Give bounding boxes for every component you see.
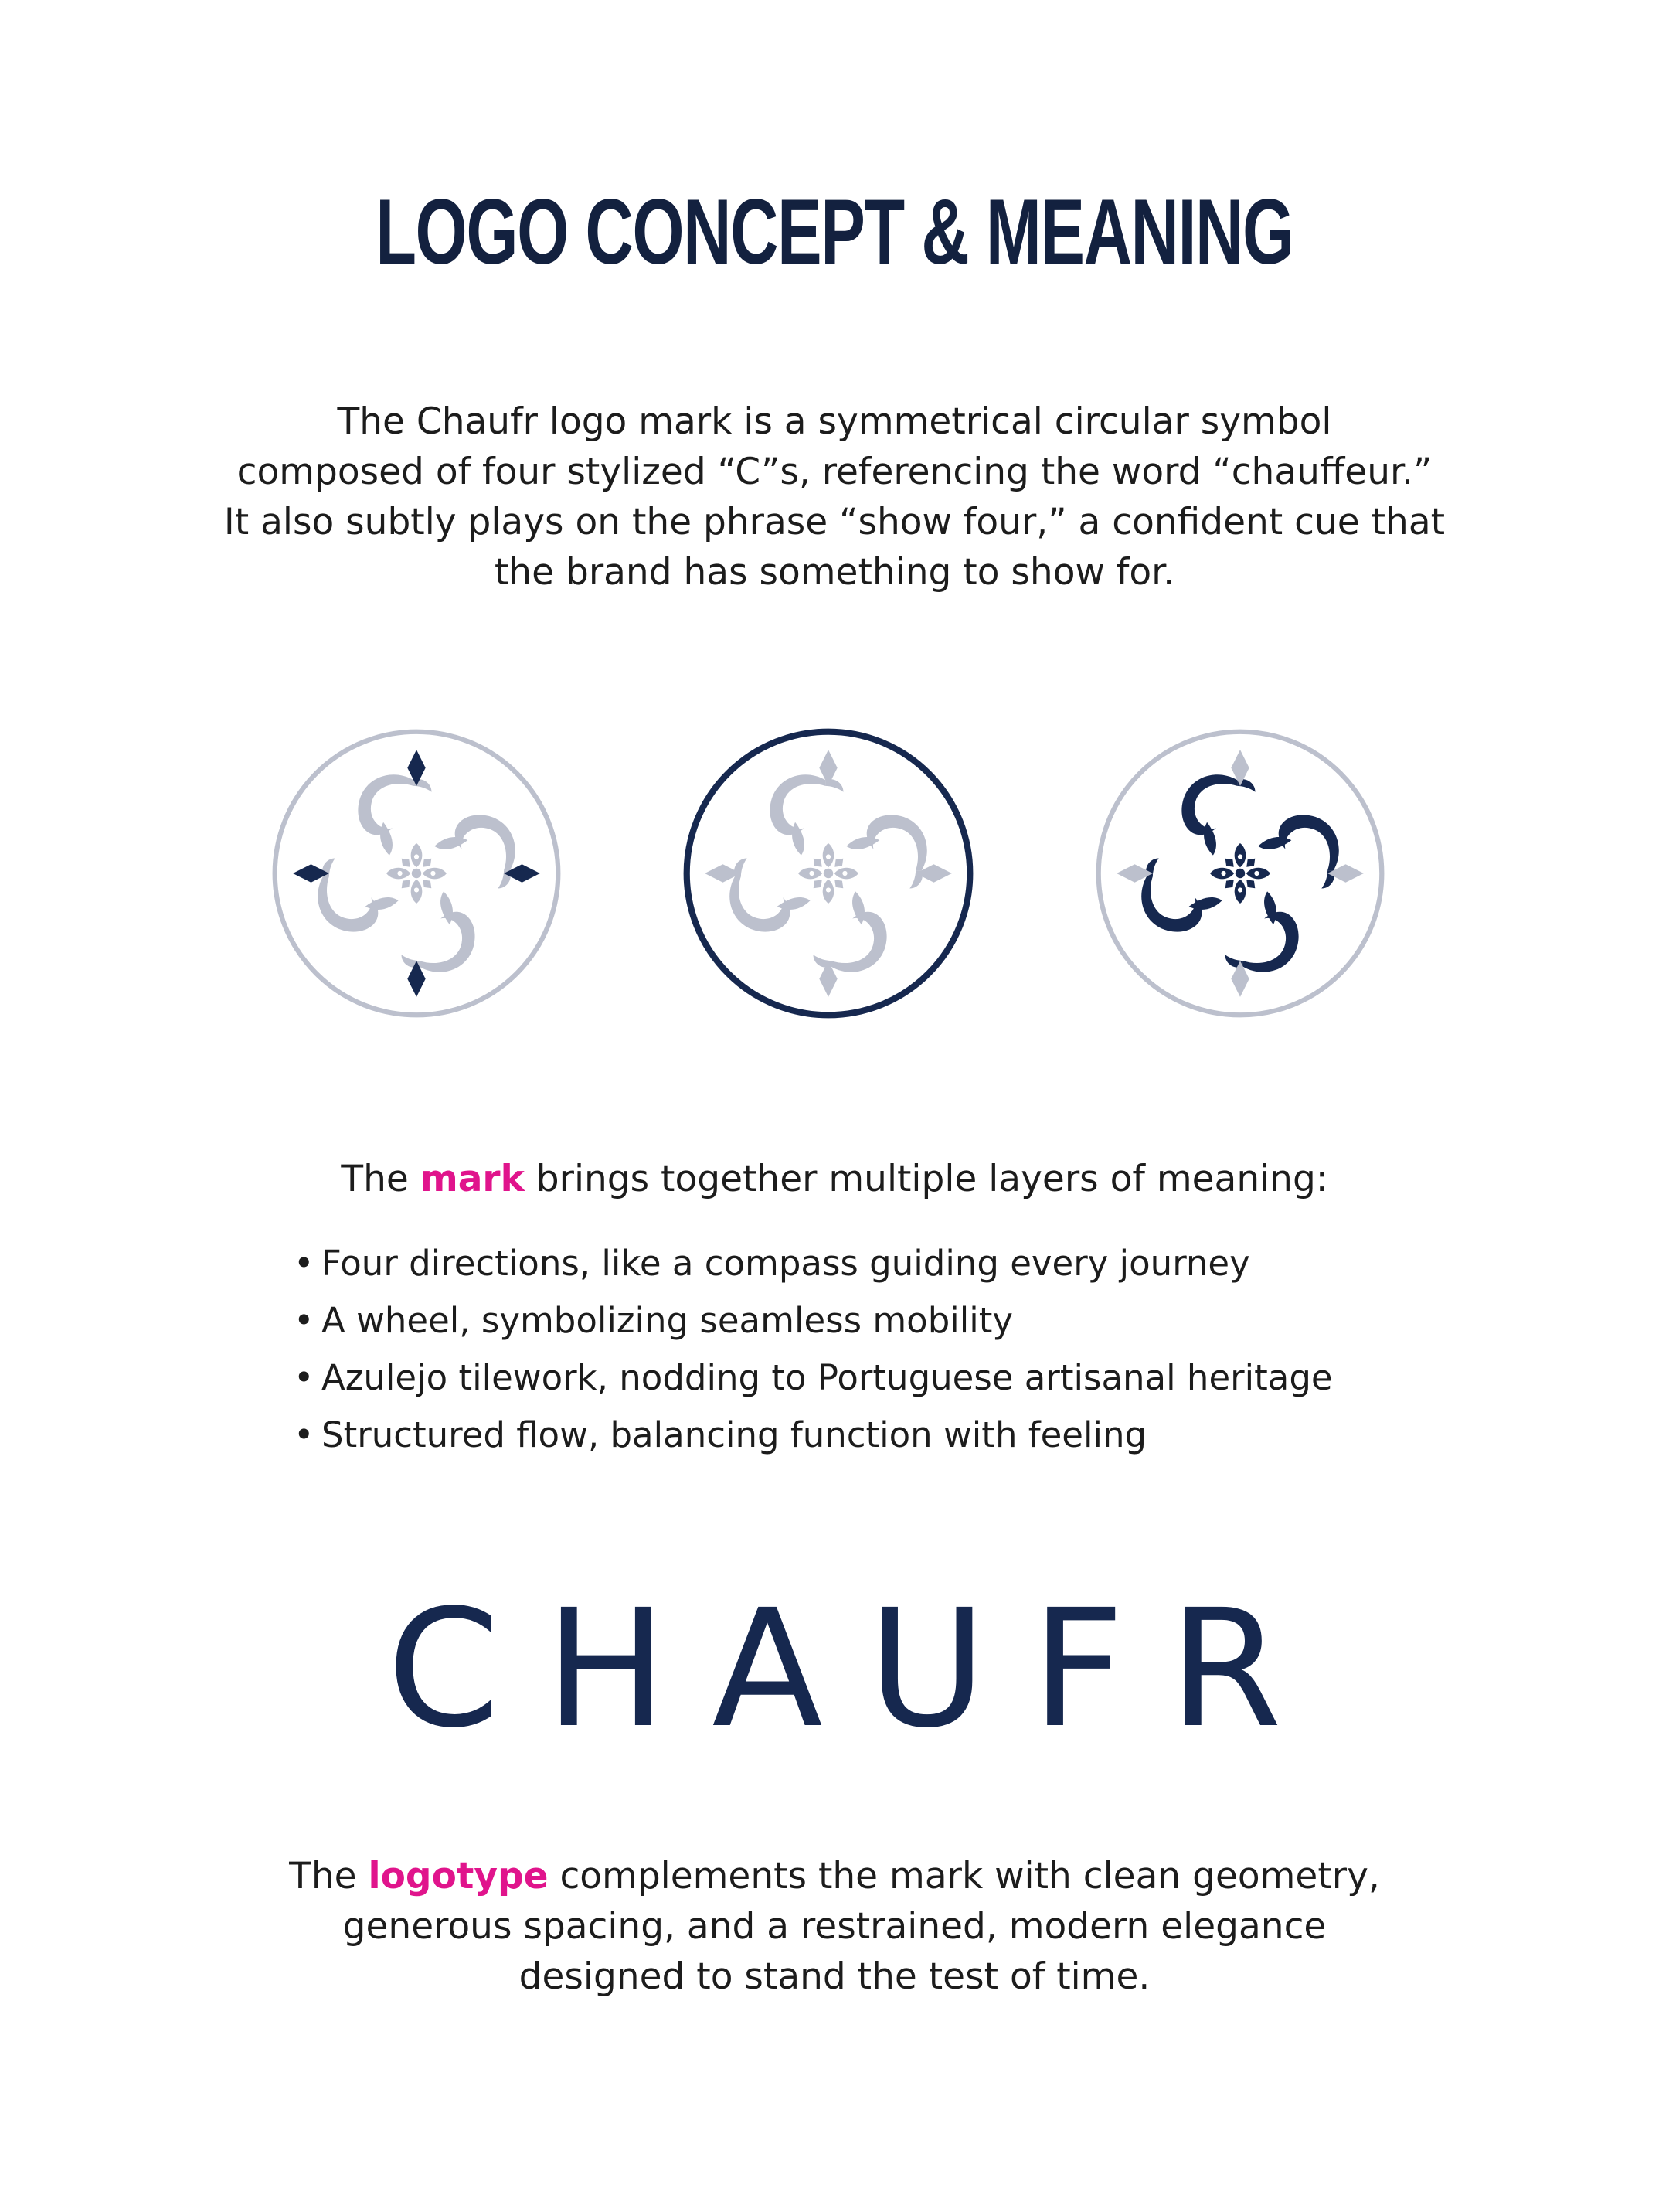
logo-mark-light xyxy=(266,723,567,1024)
mark-c-shape xyxy=(358,774,431,855)
mark-c-shape xyxy=(729,859,810,932)
outro-text: complements the mark with clean geometry, xyxy=(548,1855,1380,1897)
mark-c-shape xyxy=(1141,859,1222,932)
page-title: LOGO CONCEPT & MEANING xyxy=(376,180,1293,284)
meaning-heading xyxy=(0,1156,1669,1203)
bullet-icon: • xyxy=(294,1414,314,1455)
center-flower-icon xyxy=(386,843,447,904)
mark-c-shape xyxy=(434,815,515,888)
intro-line: composed of four stylized “C”s, referencing the word “chauffeur.” xyxy=(236,451,1433,493)
mark-c-shape xyxy=(318,859,398,932)
chaufr-mark-icon xyxy=(678,723,979,1024)
logo-mark-dark xyxy=(1089,723,1391,1024)
list-item-text: Azulejo tilework, nodding to Portuguese artisanal heritage xyxy=(321,1357,1333,1398)
meaning-heading-text: brings together multiple layers of meaning: xyxy=(524,1158,1328,1200)
bullet-icon: • xyxy=(294,1243,314,1284)
chaufr-mark-icon xyxy=(266,723,567,1024)
list-item-text: A wheel, symbolizing seamless mobility xyxy=(321,1300,1014,1341)
list-item-text: Four directions, like a compass guiding every journey xyxy=(321,1243,1250,1284)
center-flower-icon xyxy=(798,843,858,904)
outro-paragraph xyxy=(193,1851,1476,2002)
highlight-logotype: logotype xyxy=(368,1855,549,1897)
center-flower-icon xyxy=(1210,843,1270,904)
mark-c-shape xyxy=(402,891,475,972)
mark-c-shape xyxy=(770,774,843,855)
logo-mark-variants xyxy=(0,723,1669,1024)
outro-text: The xyxy=(289,1855,369,1897)
list-item xyxy=(294,1292,1333,1349)
outro-line: designed to stand the test of time. xyxy=(518,1955,1151,1998)
bullet-icon: • xyxy=(294,1357,314,1398)
intro-paragraph xyxy=(155,396,1514,597)
outro-line: generous spacing, and a restrained, modern elegance xyxy=(342,1905,1327,1948)
meaning-list xyxy=(294,1235,1333,1464)
outro-line xyxy=(193,1851,1476,1901)
intro-line: the brand has something to show for. xyxy=(494,551,1175,594)
highlight-mark: mark xyxy=(420,1158,525,1200)
chaufr-logotype: CHAUFR xyxy=(386,1574,1327,1764)
mark-c-shape xyxy=(1181,774,1255,855)
list-item xyxy=(294,1349,1333,1407)
list-item xyxy=(294,1235,1333,1292)
mark-c-shape xyxy=(1258,815,1338,888)
intro-line: It also subtly plays on the phrase “show four,” a confident cue that xyxy=(223,501,1446,543)
meaning-heading-text: The xyxy=(341,1158,420,1200)
intro-line: The Chaufr logo mark is a symmetrical circular symbol xyxy=(337,400,1332,443)
bullet-icon: • xyxy=(294,1300,314,1341)
mark-c-shape xyxy=(1225,891,1299,972)
logo-mark-outlined xyxy=(678,723,979,1024)
mark-c-shape xyxy=(846,815,926,888)
list-item-text: Structured flow, balancing function with feeling xyxy=(321,1414,1147,1455)
mark-c-shape xyxy=(814,891,887,972)
chaufr-mark-icon xyxy=(1089,723,1391,1024)
list-item xyxy=(294,1407,1333,1464)
